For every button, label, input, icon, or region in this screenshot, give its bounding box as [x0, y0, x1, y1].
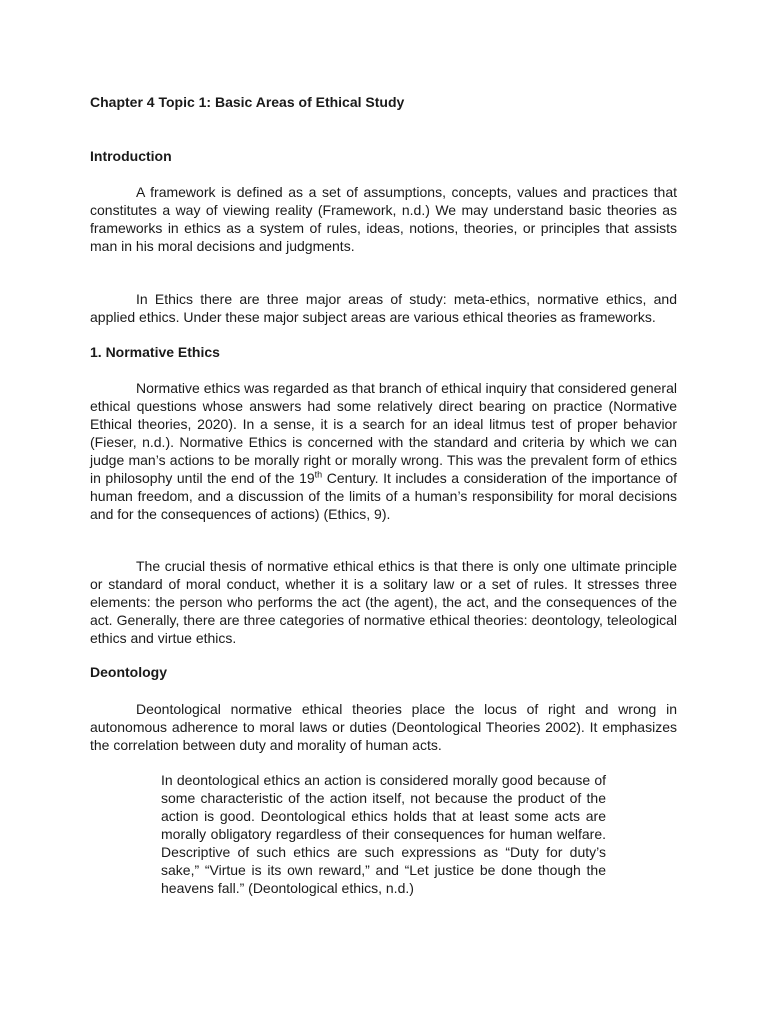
- deontology-block-quote: In deontological ethics an action is considered morally good because of some characteristic of the action itself, not because the product of the action is good. Deontological ethics holds that at least some acts are morally obligatory regardless of their consequences for human welfare. Descriptive of such ethics are such expressions as “Duty for duty’s sake,” “Virtue is its own reward,” and “Let justice be done though the heavens fall.” (Deontological ethics, n.d.): [161, 772, 606, 896]
- introduction-paragraph-2: In Ethics there are three major areas of study: meta-ethics, normative ethics, and applied ethics. Under these major subject areas are various ethical theories as frameworks.: [90, 291, 677, 325]
- normative-ethics-heading: 1. Normative Ethics: [90, 344, 220, 360]
- superscript-th: th: [314, 469, 323, 480]
- deontology-heading: Deontology: [90, 664, 167, 680]
- normative-ethics-text-part-2: Century. It includes a consideration of the importance of human freedom, and a discussion of the limits of a human’s responsibility for moral decisions and for the consequences of actions) (Ethics, 9).: [90, 470, 677, 522]
- normative-ethics-paragraph-2: The crucial thesis of normative ethical ethics is that there is only one ultimate principle or standard of moral conduct, whether it is a solitary law or a set of rules. It stresses three elements: the person who performs the act (the agent), the act, and the consequences of the act. Generally, there are three categories of normative ethical theories: deontology, teleological ethics and virtue ethics.: [90, 558, 677, 646]
- chapter-title: Chapter 4 Topic 1: Basic Areas of Ethical Study: [90, 94, 405, 110]
- normative-ethics-text-part-1: Normative ethics was regarded as that branch of ethical inquiry that considered general ethical questions whose answers had some relatively direct bearing on practice (Normative Ethical theories, 2020). In a sense, it is a search for an ideal litmus test of proper behavior (Fieser, n.d.). Normative Ethics is concerned with the standard and criteria by which we can judge man’s actions to be morally right or morally wrong. This was the prevalent form of ethics in philosophy until the end of the 19: [90, 380, 677, 486]
- introduction-paragraph-1: A framework is defined as a set of assumptions, concepts, values and practices that constitutes a way of viewing reality (Framework, n.d.) We may understand basic theories as frameworks in ethics as a system of rules, ideas, notions, theories, or principles that assists man in his moral decisions and judgments.: [90, 184, 677, 254]
- normative-ethics-paragraph-1: [90, 379, 677, 523]
- deontology-paragraph-1: Deontological normative ethical theories place the locus of right and wrong in autonomous adherence to moral laws or duties (Deontological Theories 2002). It emphasizes the correlation between duty and morality of human acts.: [90, 701, 677, 753]
- introduction-heading: Introduction: [90, 148, 172, 164]
